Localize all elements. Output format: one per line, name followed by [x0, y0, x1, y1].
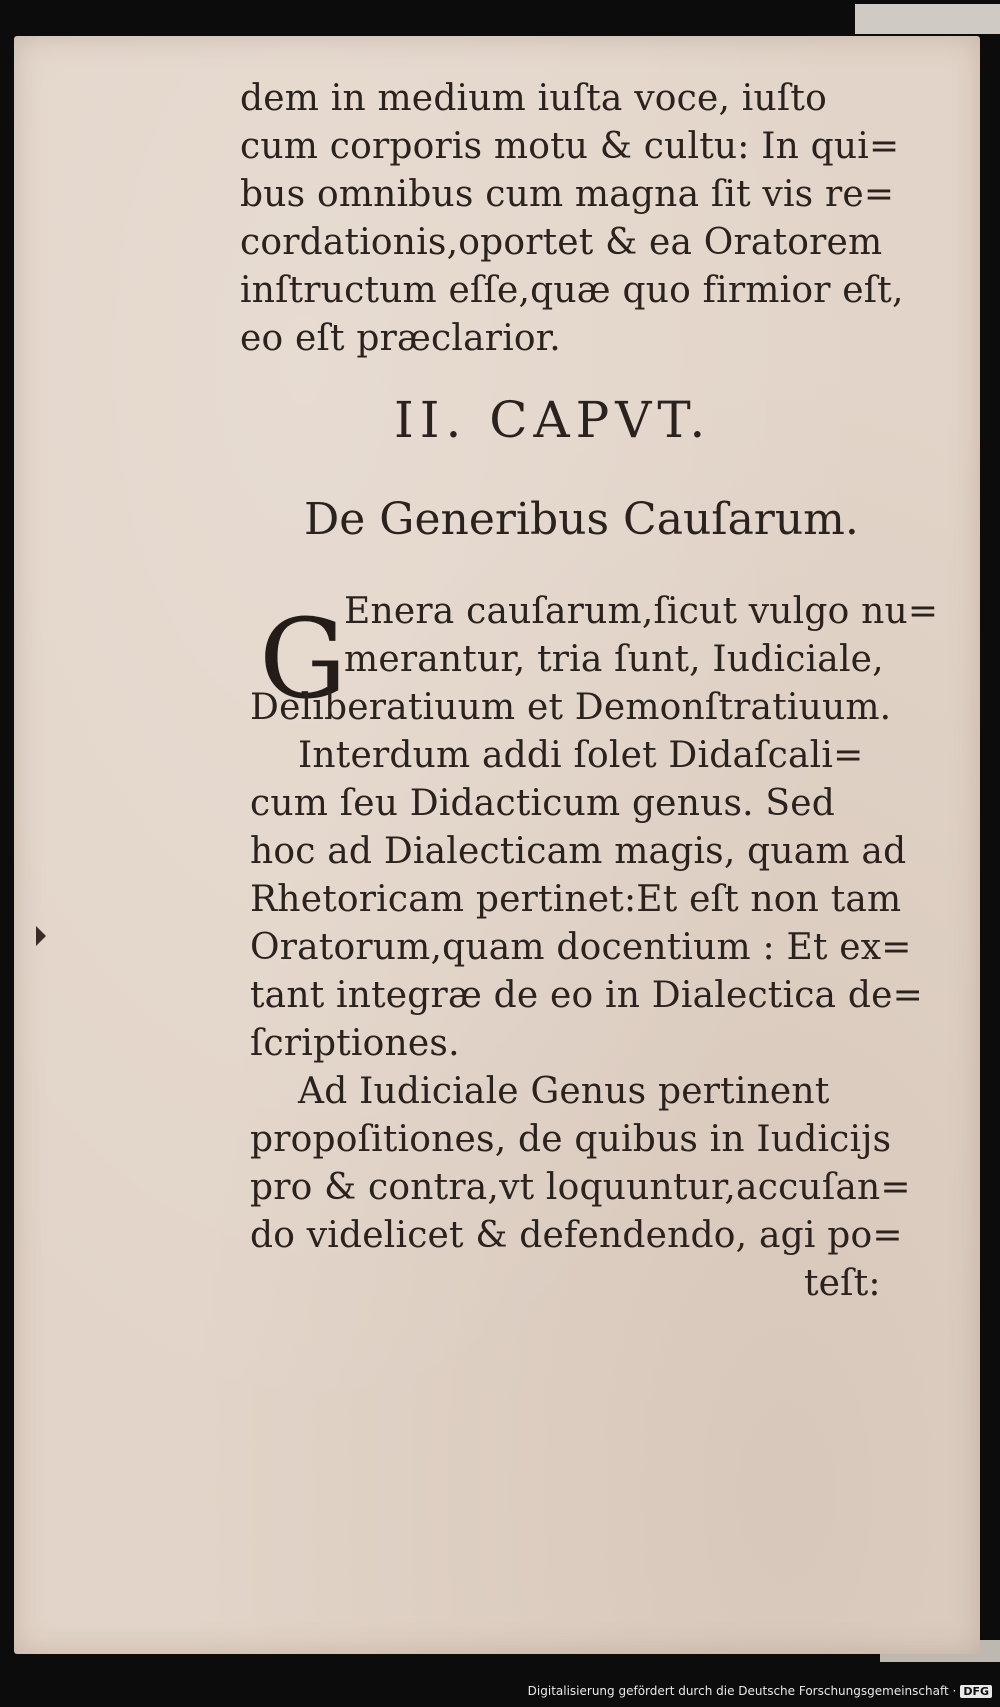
- body-line-3: Deliberatiuum et Demonſtratiuum.: [250, 687, 892, 728]
- body-line-8: Oratorum,quam docentium : Et ex=: [250, 927, 912, 968]
- body-line-13: pro & contra,vt loquuntur,accuſan=: [250, 1167, 911, 1208]
- text-line-4: cordationis,oportet & ea Oratorem: [240, 222, 883, 263]
- body-line-11: Ad Iudiciale Genus pertinent: [298, 1071, 830, 1112]
- text-line-3: bus omnibus cum magna ſit vis re=: [240, 174, 895, 215]
- text-line-6: eo eſt præclarior.: [240, 318, 561, 359]
- margin-mark: [36, 926, 46, 946]
- body-line-4: Interdum addi ſolet Didaſcali=: [298, 735, 864, 776]
- book-page: [14, 36, 980, 1654]
- chapter-heading: II. CAPVT.: [394, 391, 712, 449]
- catchword: teſt:: [804, 1263, 881, 1304]
- body-line-10: ſcriptiones.: [250, 1023, 460, 1064]
- text-line-2: cum corporis motu & cultu: In qui=: [240, 126, 900, 167]
- page-edge: [855, 4, 1000, 34]
- body-line-6: hoc ad Dialecticam magis, quam ad: [250, 831, 907, 872]
- body-line-12: propoſitiones, de quibus in Iudicijs: [250, 1119, 892, 1160]
- dfg-logo: DFG: [960, 1685, 992, 1698]
- body-line-5: cum ſeu Didacticum genus. Sed: [250, 783, 836, 824]
- drop-cap: G: [259, 595, 347, 723]
- body-line-9: tant integræ de eo in Dialectica de=: [250, 975, 923, 1016]
- body-line-7: Rhetoricam pertinet:Et eſt non tam: [250, 879, 902, 920]
- body-line-2: merantur, tria ſunt, Iudiciale,: [344, 639, 884, 680]
- digitization-credit: [528, 1684, 992, 1698]
- credit-text: Digitalisierung gefördert durch die Deutsche Forschungsgemeinschaft ·: [527, 1684, 957, 1698]
- text-line-1: dem in medium iuſta voce, iuſto: [240, 78, 827, 119]
- body-line-1: Enera cauſarum,ſicut vulgo nu=: [344, 591, 939, 632]
- body-line-14: do videlicet & defendendo, agi po=: [250, 1215, 903, 1256]
- chapter-title: De Generibus Cauſarum.: [304, 494, 859, 545]
- page-text: [14, 36, 980, 1654]
- text-line-5: inſtructum eſſe,quæ quo firmior eſt,: [240, 270, 904, 311]
